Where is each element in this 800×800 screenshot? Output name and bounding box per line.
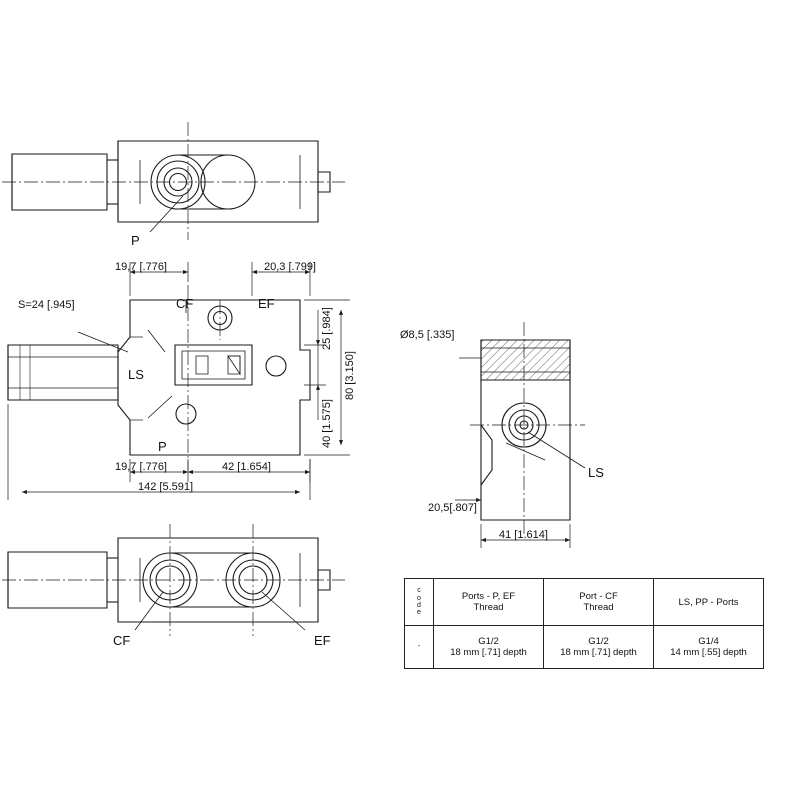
front-view-geometry <box>8 300 310 455</box>
front-dim-25: 25 [.984] <box>321 307 333 350</box>
table-header-row <box>405 579 764 626</box>
table-row <box>405 626 764 669</box>
front-dim-42-bottom: 42 [1.654] <box>222 461 271 473</box>
table-code-header-text: c o d e <box>417 587 421 617</box>
top-view-label-p: P <box>131 233 140 248</box>
table-col-header-2 <box>544 579 654 626</box>
table-code-value: - <box>405 626 434 669</box>
table-col-header-2-line1: Port - CF <box>579 591 618 602</box>
front-dim-20-3-top: 20,3 [.799] <box>264 261 316 273</box>
table-cell-2 <box>544 626 654 669</box>
front-dim-80: 80 [3.150] <box>344 351 356 400</box>
port-spec-table <box>404 578 764 669</box>
table-col-header-3-line1: LS, PP - Ports <box>678 596 739 608</box>
front-label-cf: CF <box>176 296 194 311</box>
bottom-label-ef: EF <box>314 633 331 648</box>
bottom-label-cf: CF <box>113 633 131 648</box>
side-label-ls: LS <box>588 465 604 480</box>
table-cell-1 <box>434 626 544 669</box>
front-hex-size-label: S=24 [.945] <box>18 299 75 311</box>
side-dim-41: 41 [1.614] <box>499 529 548 541</box>
table-cell-3 <box>654 626 764 669</box>
side-view-geometry <box>481 340 570 520</box>
front-view-centrelines <box>188 285 220 470</box>
table-cell-1-line2: 18 mm [.71] depth <box>450 647 527 658</box>
table-code-header <box>405 579 434 626</box>
table-col-header-2-line2: Thread <box>583 602 614 613</box>
front-dim-40: 40 [1.575] <box>321 399 333 448</box>
table-cell-2-line2: 18 mm [.71] depth <box>560 647 637 658</box>
top-view-leader-p <box>150 196 183 232</box>
front-label-ef: EF <box>258 296 275 311</box>
table-cell-2-line1: G1/2 <box>588 636 609 647</box>
front-label-p: P <box>158 439 167 454</box>
table-col-header-1-line2: Thread <box>473 602 504 613</box>
table-col-header-3 <box>654 579 764 626</box>
side-diameter-label: Ø8,5 [.335] <box>400 329 455 341</box>
front-label-ls: LS <box>128 367 144 382</box>
table-col-header-1 <box>434 579 544 626</box>
table-cell-3-line1: G1/4 <box>698 636 719 647</box>
top-view-geometry <box>12 141 330 222</box>
table-cell-1-line1: G1/2 <box>478 636 499 647</box>
front-dim-19-7-bottom: 19,7 [.776] <box>115 461 167 473</box>
bottom-view-centrelines <box>2 524 345 636</box>
side-dim-20-5: 20,5[.807] <box>428 502 477 514</box>
front-dim-142-overall: 142 [5.591] <box>138 481 194 493</box>
front-dim-19-7-top: 19,7 [.776] <box>115 261 167 273</box>
table-col-header-1-line1: Ports - P, EF <box>461 591 516 602</box>
table-cell-3-line2: 14 mm [.55] depth <box>670 647 747 658</box>
